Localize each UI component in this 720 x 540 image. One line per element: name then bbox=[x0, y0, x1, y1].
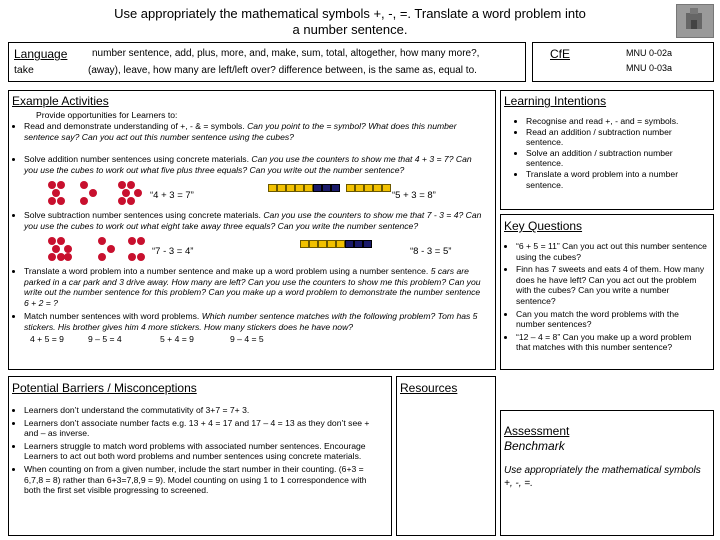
resources-box bbox=[396, 376, 496, 536]
example-bullet-3: • Solve subtraction number sentences using concrete materials. Can you use the counters to show me that 7 - 3 = 4? Can you use the cubes to work out what eight take away three equals? Can you write the number sentence? bbox=[12, 210, 482, 233]
example-bullet-5: • Match number sentences with word problems. Which number sentence matches with the following problem? Tom has 5 stickers. His brother gives him 4 more stickers. How many stickers does he have now? bbox=[12, 311, 484, 334]
list-item: • “6 + 5 = 11” Can you act out this number sentence using the cubes? bbox=[516, 241, 708, 262]
barriers-heading: Potential Barriers / Misconceptions bbox=[12, 381, 197, 395]
equation-label: “8 - 3 = 5” bbox=[410, 246, 452, 257]
language-label-take: take bbox=[14, 64, 34, 76]
example-bullet-2: • Solve addition number sentences using concrete materials. Can you use the counters to show me that 4 + 3 = 7? Can you use the cubes to work out what five plus three equals? Can you write out the number sentence? bbox=[12, 154, 482, 177]
list-item: • Solve an addition / subtraction number sentence. bbox=[526, 148, 704, 169]
language-label: Language bbox=[14, 47, 68, 61]
key-questions-heading: Key Questions bbox=[504, 219, 583, 233]
equation-label: “4 + 3 = 7” bbox=[150, 190, 194, 201]
equation-label: “7 - 3 = 4” bbox=[152, 246, 194, 257]
equation-label: “5 + 3 = 8” bbox=[392, 190, 436, 201]
cfe-code: MNU 0-03a bbox=[626, 63, 673, 73]
list-item: • When counting on from a given number, include the start number in their counting. (6+3 = 6,7,8 = 8) rather than 6+3=7,8,9 = 9). Model counting on using 1 to 1 correspondence with both the first set visible progressing to screened. bbox=[24, 464, 384, 496]
counters-illustration bbox=[48, 180, 148, 205]
example-bullet-4: • Translate a word problem into a number sentence and make up a word problem using a number sentence. 5 cars are parked in a car park and 3 drive away. How many are left? Can you use the counters to show me this problem? Can you write out the number sentence for this problem? Can you make up a word problem to demonstrate the number sentence 6 + 2 = ? bbox=[12, 266, 484, 310]
example-activities-heading: Example Activities bbox=[12, 94, 109, 108]
assessment-heading: Assessment bbox=[504, 424, 570, 438]
list-item: • Finn has 7 sweets and eats 4 of them. How many does he have left? Can you act out the problem with the cubes? Can you write a number sentence? bbox=[516, 264, 708, 306]
resources-heading: Resources bbox=[400, 381, 458, 395]
assessment-subheading: Benchmark bbox=[504, 439, 565, 453]
assessment-text: Use appropriately the mathematical symbols +, -, =. bbox=[504, 465, 701, 489]
key-questions-list bbox=[504, 241, 708, 355]
list-item: • Recognise and read +, - and = symbols. bbox=[526, 116, 704, 127]
counters-illustration bbox=[48, 236, 148, 261]
language-text-line1: number sentence, add, plus, more, and, make, sum, total, altogether, how many more?, bbox=[92, 48, 480, 59]
school-logo-icon bbox=[676, 4, 714, 38]
barriers-list bbox=[12, 405, 384, 498]
cubes-illustration bbox=[300, 240, 420, 252]
list-item: • Learners don’t understand the commutativity of 3+7 = 7+ 3. bbox=[24, 405, 384, 416]
cubes-illustration bbox=[268, 184, 392, 196]
cfe-label: CfE bbox=[550, 47, 571, 61]
learning-intentions-list bbox=[504, 116, 704, 190]
language-text-line2: (away), leave, how many are left/left over? difference between, is the same as, equal to. bbox=[88, 65, 477, 76]
example-intro: Provide opportunities for Learners to: bbox=[36, 110, 178, 120]
list-item: • Translate a word problem into a number sentence. bbox=[526, 169, 704, 190]
list-item: • “12 – 4 = 8” Can you make up a word problem that matches with this number sentence? bbox=[516, 332, 708, 353]
list-item: • Read an addition / subtraction number sentence. bbox=[526, 127, 704, 148]
learning-intentions-heading: Learning Intentions bbox=[504, 94, 607, 108]
page-title: Use appropriately the mathematical symbols +, -, =. Translate a word problem into a number sentence. bbox=[114, 6, 586, 37]
list-item: • Learners don’t associate number facts e.g. 13 + 4 = 17 and 17 – 4 = 13 as they don’t see + and – as inverse. bbox=[24, 418, 384, 439]
cfe-code: MNU 0-02a bbox=[626, 48, 673, 58]
list-item: • Can you match the word problems with the number sentences? bbox=[516, 309, 708, 330]
example-bullet-1: • Read and demonstrate understanding of +, - & = symbols. Can you point to the = symbol? What does this number sentence say? Can you act out this number sentence using the cubes? bbox=[12, 121, 482, 144]
list-item: • Learners struggle to match word problems with associated number sentences. Encourage Learners to act out both word problems and number sentences using concrete materials. bbox=[24, 441, 384, 462]
